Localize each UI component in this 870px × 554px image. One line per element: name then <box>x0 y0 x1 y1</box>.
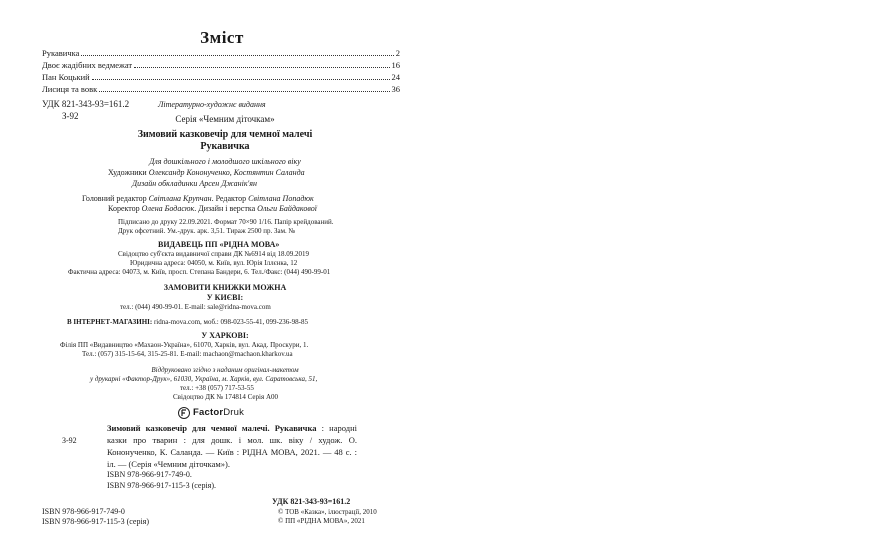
toc-leader-dots <box>81 55 393 56</box>
publisher-name: ВИДАВЕЦЬ ПП «РІДНА МОВА» <box>158 240 280 249</box>
print-details-2: Друк офсетний. Ум.-друк. арк. 3,51. Тираж 2500 пр. Зам. № <box>118 227 296 235</box>
printed-note-1: Віддруковано згідно з наданим оригінал-макетом <box>151 366 299 374</box>
editor-label: . Редактор <box>211 194 247 203</box>
toc-entry <box>42 46 400 58</box>
print-details-1: Підписано до друку 22.09.2021. Формат 70×90 1/16. Папір крейдований. <box>118 218 334 226</box>
biblio-isbn-1: ISBN 978-966-917-749-0. <box>107 470 192 479</box>
legal-address: Юридична адреса: 04050, м. Київ, вул. Юрія Іллєнка, 12 <box>130 259 298 267</box>
book-subtitle: Рукавичка <box>200 141 250 152</box>
toc-entry-label: Двоє жадібних ведмежат <box>42 60 133 70</box>
kharkiv-branch: Філія ПП «Видавництво «Махаон-Україна», 61070, Харків, вул. Акад. Проскури, 1. <box>60 341 309 349</box>
toc-entry <box>42 70 400 82</box>
udk-code-bottom: УДК 821-343-93=161.2 <box>272 497 351 506</box>
toc-entry-page: 2 <box>395 48 400 58</box>
book-title: Зимовий казковечір для чемної малечі <box>137 129 313 140</box>
actual-address: Фактична адреса: 04073, м. Київ, просп. Степана Бандери, 6. Тел./Факс: (044) 490-99-01 <box>68 268 331 276</box>
isbn-bottom-2: ISBN 978-966-917-115-3 (серія) <box>42 517 150 526</box>
corrector-label: Коректор <box>108 204 140 213</box>
cover-design-label: Дизайн обкладинки <box>132 179 198 188</box>
cover-design-line <box>132 179 257 189</box>
toc-entry-label: Рукавичка <box>42 48 80 58</box>
printed-note-2: у друкарні «Фактор-Друк», 61030, Україна, м. Харків, вул. Саратовська, 51, <box>90 375 318 383</box>
editor: Світлана Попадюк <box>248 194 314 203</box>
online-store-label: В ІНТЕРНЕТ-МАГАЗИНІ: <box>67 318 153 326</box>
biblio-title: Зимовий казковечір для чемної малечі. Рукавичка <box>107 423 317 433</box>
audience: Для дошкільного і молодшого шкільного віку <box>149 157 301 166</box>
biblio-index: З-92 <box>62 436 77 445</box>
chief-editor: Світлана Крупчан <box>148 194 212 203</box>
author-index-top: З-92 <box>62 111 79 121</box>
online-store-contacts: ridna-mova.com, моб.: 098-023-55-41, 099-236-98-85 <box>153 318 308 326</box>
toc-leader-dots <box>99 91 389 92</box>
toc-leader-dots <box>134 67 389 68</box>
isbn-bottom-1: ISBN 978-966-917-749-0 <box>42 507 125 516</box>
printed-note-4: Свідоцтво ДК № 174814 Серія А00 <box>173 393 278 401</box>
copyright-publisher: © ПП «РІДНА МОВА», 2021 <box>278 517 365 525</box>
toc-entry-page: 16 <box>391 60 400 70</box>
factor-druk-logo-icon <box>178 406 190 418</box>
biblio-record <box>107 422 357 470</box>
toc-entry-label: Пан Коцький <box>42 72 90 82</box>
chief-editor-label: Головний редактор <box>82 194 147 203</box>
udk-code-top: УДК 821-343-93=161.2 <box>42 99 130 109</box>
corrector: Олена Бодасюк <box>141 204 195 213</box>
layout-label: . Дизайн і верстка <box>194 204 256 213</box>
artists-names: Олександр Кононученко, Костянтин Саланда <box>148 168 305 177</box>
series-name: Серія «Чемним діточкам» <box>175 114 275 124</box>
printed-note-3: тел.: +38 (057) 717-53-55 <box>180 384 254 392</box>
toc-title: Зміст <box>200 28 244 47</box>
biblio-isbn-2: ISBN 978-966-917-115-3 (серія). <box>107 481 217 490</box>
artists-label: Художники <box>108 168 147 177</box>
artists-line <box>108 168 305 178</box>
kharkiv-heading: У ХАРКОВІ: <box>201 331 249 340</box>
toc-entry <box>42 58 400 70</box>
kharkiv-contacts: Тел.: (057) 315-15-64, 315-25-81. E-mail: machaon@machaon.kharkov.ua <box>82 350 293 358</box>
kyiv-contacts: тел.: (044) 490-99-01. E-mail: sale@ridna-mova.com <box>120 303 271 311</box>
toc-entry-label: Лисиця та вовк <box>42 84 98 94</box>
cover-designer: Арсен Джанік'ян <box>199 179 257 188</box>
toc-leader-dots <box>92 79 390 80</box>
toc-entry-page: 24 <box>391 72 400 82</box>
factor-druk-logo <box>178 405 244 419</box>
publisher-certificate: Свідоцтво суб'єкта видавничої справи ДК №6914 від 18.09.2019 <box>118 250 310 258</box>
online-store-line <box>67 318 308 327</box>
biblio-description: : народні казки про тварин : для дошк. і мол. шк. віку / худож. О. Кононученко, К. Саланда. — Київ : РІДНА МОВА, 2021. — 48 с. : іл. — (Серія «Чемним діточкам»). <box>107 423 357 469</box>
order-heading: ЗАМОВИТИ КНИЖКИ МОЖНА <box>163 283 287 292</box>
copyright-illustrations: © ТОВ «Казка», ілюстрації, 2010 <box>278 508 377 516</box>
layout-person: Ольги Байдакової <box>257 204 317 213</box>
edition-type: Літературно-художнє видання <box>158 100 266 109</box>
toc-entry-page: 36 <box>391 84 400 94</box>
editors-line <box>82 194 314 204</box>
corrector-line <box>108 204 317 214</box>
toc-entry <box>42 82 400 94</box>
factor-druk-logo-text: FactorDruk <box>193 406 245 418</box>
kyiv-heading: У КИЄВІ: <box>206 293 244 302</box>
